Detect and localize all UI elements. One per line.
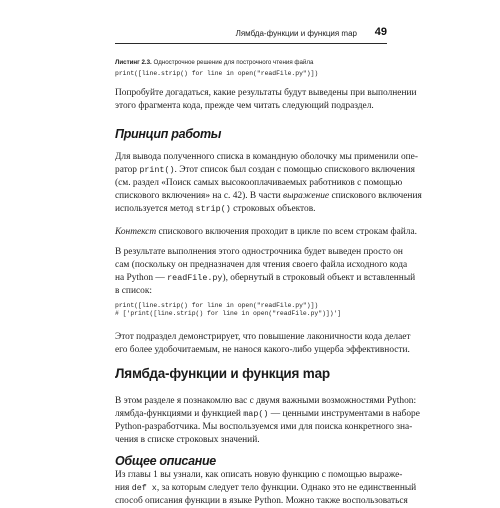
inline-code: map()	[243, 408, 269, 419]
inline-code: print()	[139, 164, 175, 175]
output-code-line-2: # ['print([line.strip() for line in open("readFile.py")])']	[115, 310, 342, 317]
emphasis: выражение	[283, 190, 330, 201]
text-line: сам (поскольку он предназначен для чтения своего файла исходного кода	[115, 259, 408, 270]
text-line: Попробуйте догадаться, какие результаты будут выведены при выполнении	[115, 88, 417, 98]
text-line: В результате выполнения этого однострочника будет выведен просто он	[115, 247, 403, 257]
text-line: спискового включения» на с. 42). В части выражение спискового включения	[115, 190, 422, 201]
heading-overview: Общее описание	[115, 454, 216, 468]
emphasis: Контекст	[115, 227, 157, 237]
paragraph-result	[115, 246, 416, 298]
paragraph-guess-output	[115, 87, 417, 113]
text-line: Для вывода полученного списка в командную оболочку мы применили опе-	[115, 152, 418, 162]
heading-how-it-works: Принцип работы	[115, 127, 222, 141]
text-line: лямбда-функциями и функцией map() — ценными инструментами в наборе	[115, 408, 420, 419]
text-line: на Python — readFile.py), обернутый в строковый объект и вставленный	[115, 272, 416, 283]
text-line: Python-разработчика. Мы воспользуемся ими для поиска конкретного зна-	[115, 421, 413, 432]
text-line: чения в списке строковых значений.	[115, 434, 260, 445]
text-line: Контекст спискового включения проходит в цикле по всем строкам файла.	[115, 227, 417, 237]
paragraph-conclusion	[115, 331, 411, 357]
output-code-line-1: print([line.strip() for line in open("readFile.py")])	[115, 302, 319, 309]
page-number: 49	[374, 26, 387, 38]
paragraph-explanation	[115, 151, 422, 216]
text-line: в список:	[115, 285, 152, 296]
text-line: (см. раздел «Поиск самых высокооплачиваемых работников с помощью	[115, 177, 403, 188]
section-heading: Лямбда-функции и функция map	[115, 366, 330, 381]
text-line: этого фрагмента кода, прежде чем читать следующий подраздел.	[115, 100, 374, 111]
text-line: ния def x, за которым следует тело функции. Однако это не единственный	[115, 482, 417, 493]
text-line: Этот подраздел демонстрирует, что повышение лаконичности кода делает	[115, 332, 411, 342]
paragraph-section-intro	[115, 395, 420, 447]
inline-code: strip()	[195, 203, 231, 214]
paragraph-context	[115, 226, 417, 239]
listing-label: Листинг 2.3.	[115, 59, 152, 66]
inline-code: readFile.py	[167, 272, 223, 283]
paragraph-overview	[115, 469, 417, 508]
listing-caption	[115, 59, 387, 66]
text-line: способ описания функции в языке Python. Можно также воспользоваться	[115, 495, 408, 506]
text-line: его более удобочитаемым, не нанося какого-либо ущерба эффективности.	[115, 344, 410, 355]
text-line: Из главы 1 вы узнали, как описать новую функцию с помощью выраже-	[115, 470, 403, 480]
listing-code: print([line.strip() for line in open("readFile.py")])	[115, 70, 319, 77]
text-line: В этом разделе я познакомлю вас с двумя важными возможностями Python:	[115, 396, 417, 406]
listing-caption-text: Однострочное решение для построчного чтения файла	[153, 59, 314, 66]
text-line: используется метод strip() строковых объектов.	[115, 203, 316, 214]
text-line: ратор print(). Этот список был создан с помощью спискового включения	[115, 164, 415, 175]
running-header-title: Лямбда-функции и функция map	[235, 29, 357, 38]
inline-code: def x	[131, 482, 157, 493]
running-header	[115, 27, 387, 44]
